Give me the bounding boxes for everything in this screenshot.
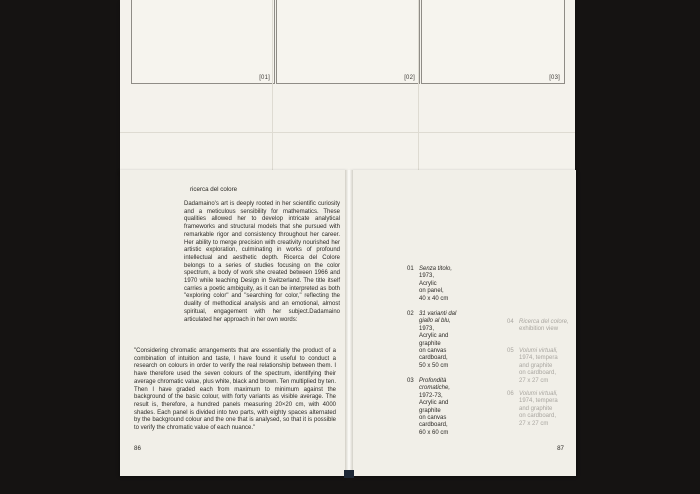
caption-detail: 1972-73,: [419, 392, 443, 399]
caption-detail: on panel,: [419, 288, 444, 295]
section-title: ricerca del colore: [190, 186, 238, 193]
caption-detail: 1973,: [419, 325, 435, 332]
book-spine: [344, 470, 354, 478]
caption-detail: and graphite: [519, 362, 553, 369]
panel-number: [01]: [259, 75, 270, 81]
caption-detail: on cardboard,: [519, 413, 557, 420]
artist-quote: "Considering chromatic arrangements that are essentially the product of a combination of intuition and taste, I have found it useful to conduct a research on colours in order to verify the real relationship between them. I have therefore used the seven colours of the spectrum, identifying their average chromatic value, plus white, black and brown. Ten multiplied by ten. Then I have graded each from maximum to minimum against the background of the basic colour, with forty variants as visible average. The result is, therefore, a hundred panels measuring 20×20 cm, with 4000 shades. Each panel is divided into two parts, with eighty spaces alternated by the background colour and the one that is analysed, so that it is possible to verify the chromatic value of each nuance.": [134, 348, 336, 432]
book-gutter: [345, 170, 353, 476]
caption-number: 04: [507, 319, 514, 325]
caption-detail: 40 x 40 cm: [419, 295, 449, 302]
caption-detail: exhibition view: [519, 326, 559, 333]
caption-number: 03: [407, 378, 414, 384]
panel-number: [02]: [404, 75, 415, 81]
caption-detail: 1974, tempera: [519, 355, 558, 362]
caption-detail: 1973,: [419, 273, 435, 280]
caption-number: 01: [407, 266, 414, 272]
caption-number: 02: [407, 311, 414, 317]
caption-detail: 27 x 27 cm: [519, 420, 549, 427]
right-page: [350, 170, 576, 476]
caption-detail: on cardboard,: [519, 370, 557, 377]
caption-title: Senza titolo,: [419, 266, 453, 272]
artwork-panel: [421, 0, 565, 84]
caption-detail: on canvas: [419, 348, 447, 355]
caption-title: Volumi virtuali,: [519, 348, 558, 354]
caption-detail: cardboard,: [419, 422, 448, 429]
caption-detail: 27 x 27 cm: [519, 377, 549, 384]
caption-detail: 1974, tempera: [519, 398, 558, 405]
left-page: [120, 170, 348, 476]
caption-detail: Acrylic and: [419, 333, 449, 340]
foldout-sheet: [120, 0, 575, 172]
caption-detail: Acrylic: [419, 280, 437, 287]
fold-line: [120, 132, 575, 133]
fold-line: [418, 0, 419, 172]
caption-number: 05: [507, 348, 514, 354]
caption-detail: Acrylic and: [419, 400, 449, 407]
caption-title: Volumi virtuali,: [519, 391, 558, 397]
artwork-panel: [131, 0, 275, 84]
caption-title: Ricerca del colore,: [519, 319, 569, 325]
panel-number: [03]: [549, 75, 560, 81]
page-number: 86: [134, 445, 141, 452]
page-number: 87: [557, 445, 564, 452]
caption-number: 06: [507, 391, 514, 397]
caption-detail: graphite: [419, 340, 441, 347]
body-text: Dadamaino's art is deeply rooted in her scientific curiosity and a meticulous sensibility for mathematics. These qualities allowed her to develop intricate analytical frameworks and structural models that she pursued with remarkable rigor and consistency throughout her career. Her ability to merge precision with creativity nourished her artistic exploration, culminating in works of profound intellectual and aesthetic depth. Ricerca del Colore belongs to a series of studies focusing on the color spectrum, a body of work she created between 1966 and 1970 while teaching Design in Switzerland. The title itself carries a poetic ambiguity, as it can be interpreted as both "exploring color" and "searching for color," reflecting the duality of methodical analysis and an emotional, almost spiritual, engagement with her subject.Dadamaino articulated her approach in her own words:: [184, 201, 340, 323]
caption-detail: 60 x 60 cm: [419, 429, 449, 436]
caption-detail: and graphite: [519, 405, 553, 412]
caption-title: Profondità cromatiche,: [419, 378, 451, 392]
caption-title: 31 varianti dal giallo al blu,: [419, 311, 457, 325]
caption-detail: cardboard,: [419, 355, 448, 362]
caption-detail: graphite: [419, 407, 441, 414]
caption-detail: on canvas: [419, 415, 447, 422]
caption-detail: 50 x 50 cm: [419, 362, 449, 369]
fold-line: [272, 0, 273, 172]
artwork-panel: [276, 0, 420, 84]
